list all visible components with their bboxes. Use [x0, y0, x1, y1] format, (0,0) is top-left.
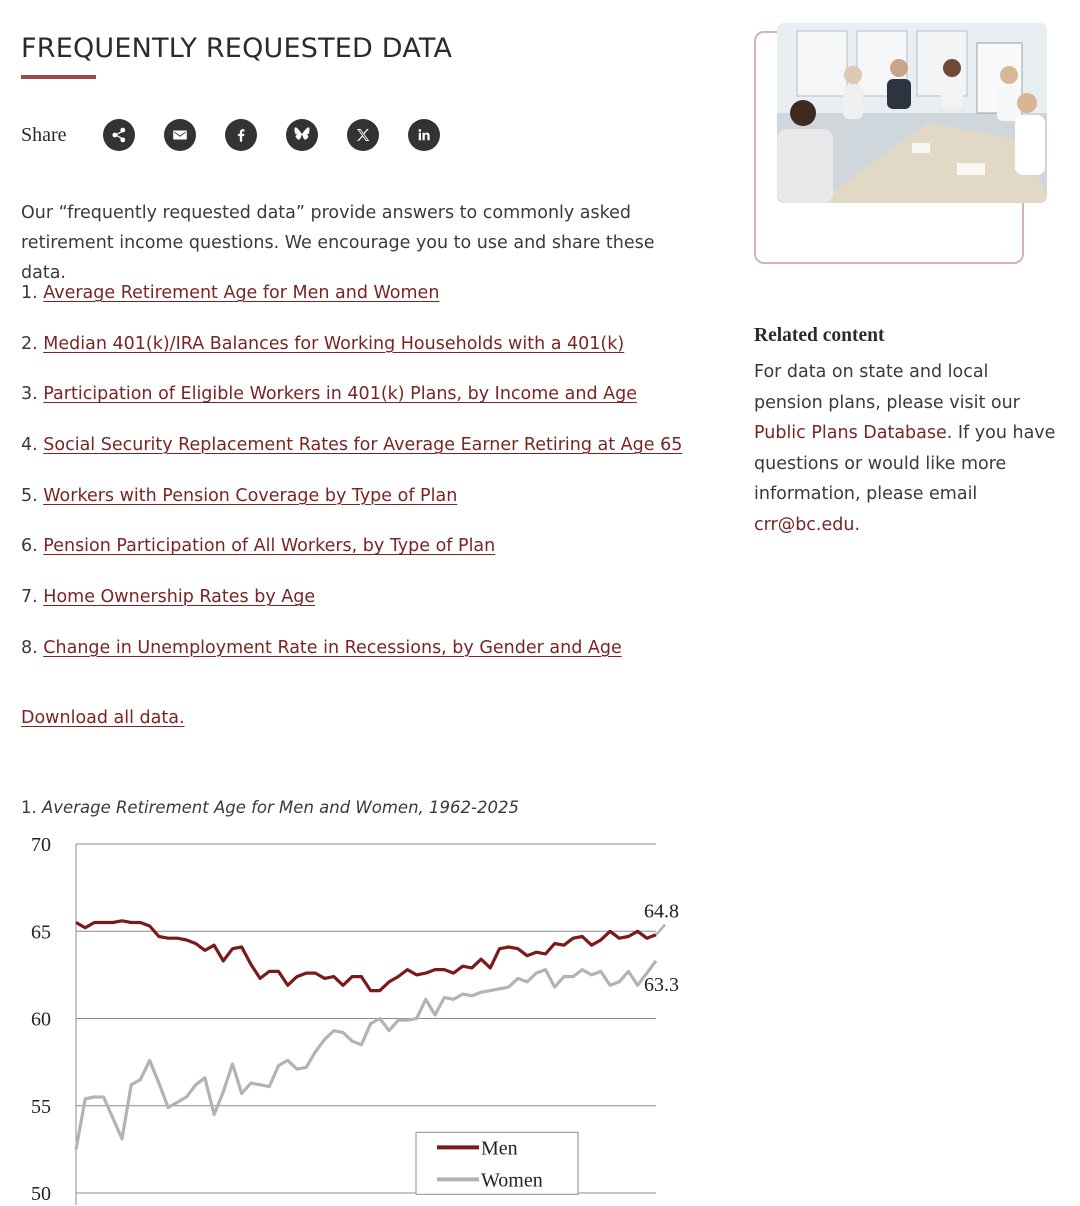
- related-text-part: For data on state and local pension plans, please visit our: [754, 362, 1020, 413]
- data-list: [21, 278, 682, 684]
- data-link-401k-participation[interactable]: Participation of Eligible Workers in 401(k) Plans, by Income and Age: [43, 384, 637, 405]
- email-share-button[interactable]: [164, 119, 196, 151]
- data-link-unemployment[interactable]: Change in Unemployment Rate in Recessions, by Gender and Age: [43, 637, 622, 658]
- y-tick-label: 50: [31, 1183, 51, 1205]
- x-share-button[interactable]: [347, 119, 379, 151]
- download-all-link[interactable]: Download all data.: [21, 708, 185, 728]
- bluesky-share-button[interactable]: [286, 119, 318, 151]
- data-link-pension-coverage[interactable]: Workers with Pension Coverage by Type of Plan: [43, 485, 458, 506]
- public-plans-database-link[interactable]: Public Plans Database: [754, 423, 947, 443]
- data-link-retirement-age[interactable]: Average Retirement Age for Men and Women: [43, 283, 440, 303]
- bluesky-icon: [293, 126, 311, 144]
- related-text-part: .: [854, 514, 861, 535]
- series-line-women: [76, 961, 656, 1150]
- item-number: 5.: [21, 485, 38, 506]
- data-link-401k-balances[interactable]: Median 401(k)/IRA Balances for Working Households with a 401(k): [43, 333, 625, 354]
- item-number: 6.: [21, 536, 38, 557]
- list-item: [21, 481, 682, 532]
- related-text-part: . If you have questions or would like more information, please email: [754, 423, 1056, 504]
- legend-label-men: Men: [481, 1137, 518, 1160]
- legend-label-women: Women: [481, 1169, 543, 1192]
- item-number: 7.: [21, 587, 38, 608]
- title-underline: [21, 75, 96, 79]
- share-label: Share: [21, 123, 67, 146]
- list-item: [21, 633, 682, 684]
- y-tick-label: 70: [31, 834, 51, 856]
- chart-caption: [21, 796, 519, 820]
- end-label-women: 63.3: [644, 973, 679, 996]
- item-number: 1.: [21, 283, 38, 303]
- linkedin-icon: [415, 126, 433, 144]
- chart-caption-number: 1.: [21, 798, 37, 817]
- email-link[interactable]: crr@bc.edu: [754, 514, 855, 535]
- email-icon: [171, 126, 189, 144]
- y-tick-label: 60: [31, 1008, 51, 1031]
- data-link-replacement-rates[interactable]: Social Security Replacement Rates for Average Earner Retiring at Age 65: [43, 435, 683, 456]
- item-number: 2.: [21, 333, 38, 354]
- end-label-men: 64.8: [644, 900, 679, 923]
- item-number: 3.: [21, 384, 38, 405]
- intro-paragraph: Our “frequently requested data” provide answers to commonly asked retirement income questions. We encourage you to use and share these data.: [21, 203, 655, 283]
- retirement-age-chart: [21, 826, 711, 1206]
- share-button[interactable]: [103, 119, 135, 151]
- item-number: 8.: [21, 637, 38, 658]
- item-number: 4.: [21, 435, 38, 456]
- x-icon: [354, 126, 372, 144]
- y-tick-label: 65: [31, 921, 51, 944]
- chart-caption-title: Average Retirement Age for Men and Women, 1962-2025: [42, 798, 519, 817]
- list-item: [21, 379, 682, 430]
- list-item: [21, 278, 682, 329]
- data-link-pension-participation[interactable]: Pension Participation of All Workers, by Type of Plan: [43, 536, 496, 557]
- facebook-icon: [232, 126, 250, 144]
- related-content-text: [754, 357, 1060, 540]
- list-item: [21, 329, 682, 380]
- page-title: FREQUENTLY REQUESTED DATA: [21, 33, 453, 64]
- list-item: [21, 531, 682, 582]
- end-label-leader: [656, 925, 665, 935]
- data-link-home-ownership[interactable]: Home Ownership Rates by Age: [43, 587, 316, 608]
- related-content-heading: Related content: [754, 325, 885, 346]
- linkedin-share-button[interactable]: [408, 119, 440, 151]
- share-bar: [21, 118, 469, 152]
- y-tick-label: 55: [31, 1095, 51, 1118]
- facebook-share-button[interactable]: [225, 119, 257, 151]
- list-item: [21, 430, 682, 481]
- meeting-photo: [777, 23, 1047, 203]
- share-icon: [110, 126, 128, 144]
- list-item: [21, 582, 682, 633]
